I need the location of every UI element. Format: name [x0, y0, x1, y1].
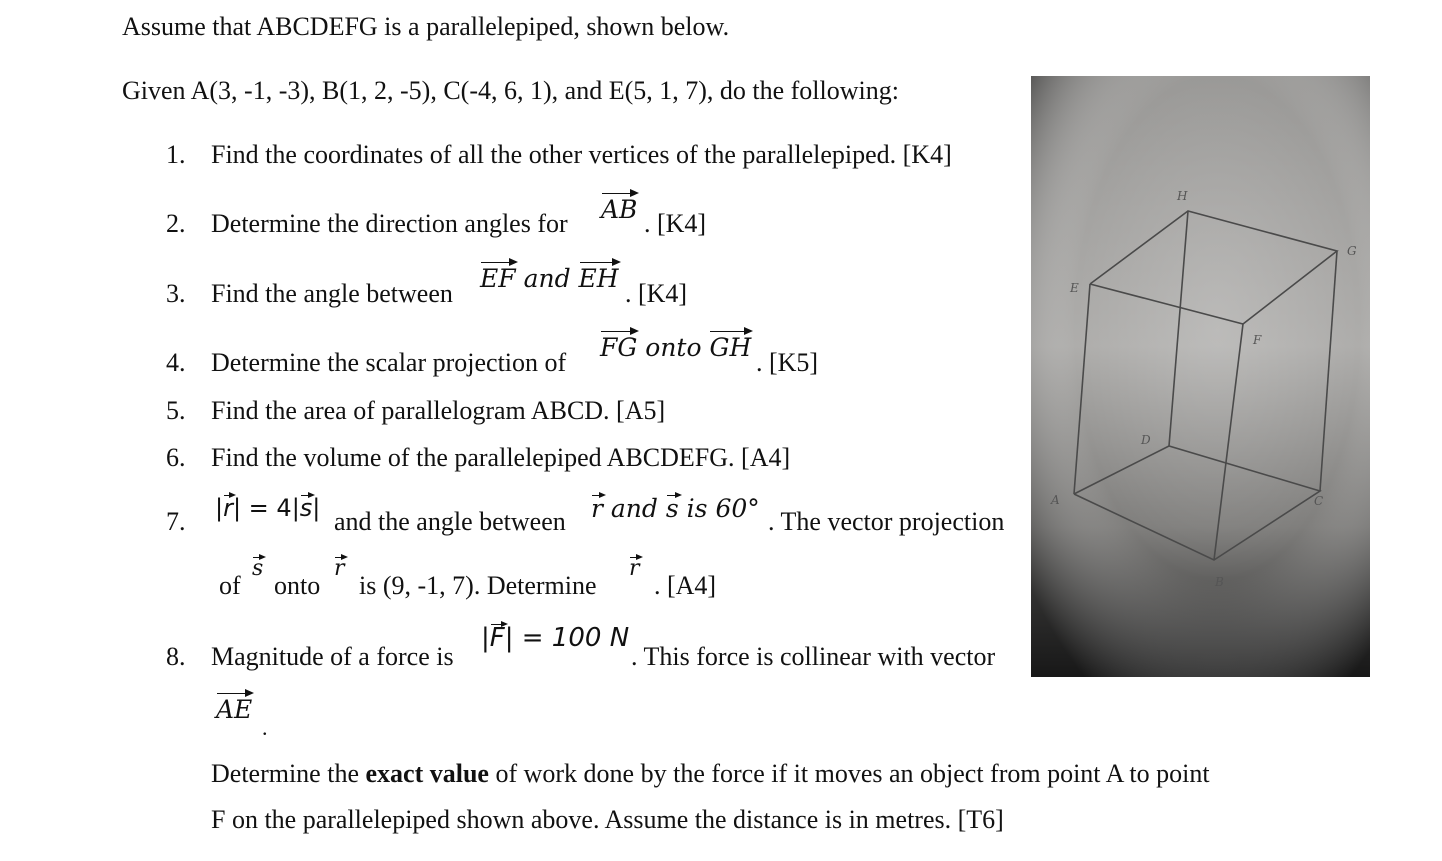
item-8-vector-ae [216, 697, 252, 722]
item-2-math [601, 197, 637, 222]
vector-ab: AB [601, 195, 638, 224]
item-2-number: 2. [166, 209, 186, 238]
item-2-text: Determine the direction angles for [211, 209, 568, 238]
item-4-math [600, 335, 751, 360]
vector-r: r [591, 494, 603, 523]
item-7-magnitude-math [215, 496, 320, 520]
item-6-text: Find the volume of the parallelepiped ABCDEFG. [A4] [211, 443, 791, 472]
abs-bar: | [481, 623, 490, 653]
item-2-tail: . [K4] [644, 209, 707, 238]
label-g: G [1347, 244, 1357, 258]
vector-eh: EH [578, 264, 619, 293]
item-7-text-2: . The vector projection [768, 507, 1005, 536]
item-3-text: Find the angle between [211, 279, 453, 308]
math-is-60: is 60° [686, 494, 760, 523]
para-pre: Determine the [211, 759, 359, 788]
item-7-angle-math [591, 496, 760, 521]
vector-r: r [334, 556, 345, 581]
vector-s: s [252, 556, 264, 581]
item-1-text: Find the coordinates of all the other vertices of the parallelepiped. [K4] [211, 140, 952, 169]
item-3-tail: . [K4] [625, 279, 688, 308]
item-8-paragraph-line-2: F on the parallelepiped shown above. Assume the distance is in metres. [T6] [211, 805, 1004, 834]
item-4-number: 4. [166, 348, 186, 377]
math-and-word: and [610, 494, 658, 523]
item-7-number: 7. [166, 507, 186, 536]
item-5-number: 5. [166, 396, 186, 425]
item-7-line2-text: is (9, -1, 7). Determine [359, 571, 597, 600]
item-8-force-math [481, 625, 629, 651]
math-onto-word: onto [645, 333, 702, 362]
para-bold-exact-value: exact value [365, 759, 489, 788]
item-7-vector-s [252, 558, 263, 580]
item-1-number: 1. [166, 140, 186, 169]
item-3-number: 3. [166, 279, 186, 308]
parallelepiped-figure [1031, 76, 1370, 677]
vector-r: r [629, 556, 640, 581]
label-d: D [1141, 433, 1151, 447]
item-8-period: . [262, 715, 268, 740]
vector-ef: EF [480, 264, 516, 293]
item-3-math [480, 266, 619, 291]
vector-s: s [299, 494, 313, 522]
vector-r: r [223, 494, 233, 522]
math-and-word: and [523, 264, 571, 293]
force-magnitude: | = 100 N [504, 623, 630, 653]
vector-f: F [489, 623, 505, 653]
label-f: F [1253, 333, 1262, 347]
given-text: Given A(3, -1, -3), B(1, 2, -5), C(-4, 6, 1), and E(5, 1, 7), do the following: [122, 76, 899, 105]
vector-fg: FG [600, 333, 638, 362]
label-a: A [1051, 493, 1060, 507]
item-5-text: Find the area of parallelogram ABCD. [A5] [211, 396, 666, 425]
vector-s: s [665, 494, 679, 523]
label-h: H [1177, 189, 1188, 203]
label-c: C [1314, 494, 1324, 508]
item-7-onto: onto [274, 571, 321, 600]
item-4-text: Determine the scalar projection of [211, 348, 567, 377]
equals-four: | = 4| [232, 494, 300, 522]
label-e: E [1070, 281, 1079, 295]
intro-text: Assume that ABCDEFG is a parallelepiped, shown below. [122, 12, 730, 41]
abs-bar: | [215, 494, 224, 522]
item-4-tail: . [K5] [756, 348, 819, 377]
parallelepiped-photo [1031, 76, 1370, 677]
label-b: B [1215, 575, 1224, 589]
item-7-vector-r-2 [629, 558, 640, 580]
item-8-text: Magnitude of a force is [211, 642, 454, 671]
item-7-text-1: and the angle between [334, 507, 566, 536]
item-7-vector-r [334, 558, 345, 580]
abs-bar-close: | [312, 494, 321, 522]
item-7-line2-tail: . [A4] [654, 571, 717, 600]
item-8-paragraph-line-1 [211, 761, 1210, 787]
item-8-number: 8. [166, 642, 186, 671]
item-7-of: of [219, 571, 241, 600]
item-8-tail: . This force is collinear with vector [631, 642, 996, 671]
photo-vignette [1031, 76, 1370, 677]
vector-gh: GH [709, 333, 752, 362]
vector-ae: AE [216, 695, 253, 724]
item-6-number: 6. [166, 443, 186, 472]
para-post: of work done by the force if it moves an object from point A to point [495, 759, 1210, 788]
